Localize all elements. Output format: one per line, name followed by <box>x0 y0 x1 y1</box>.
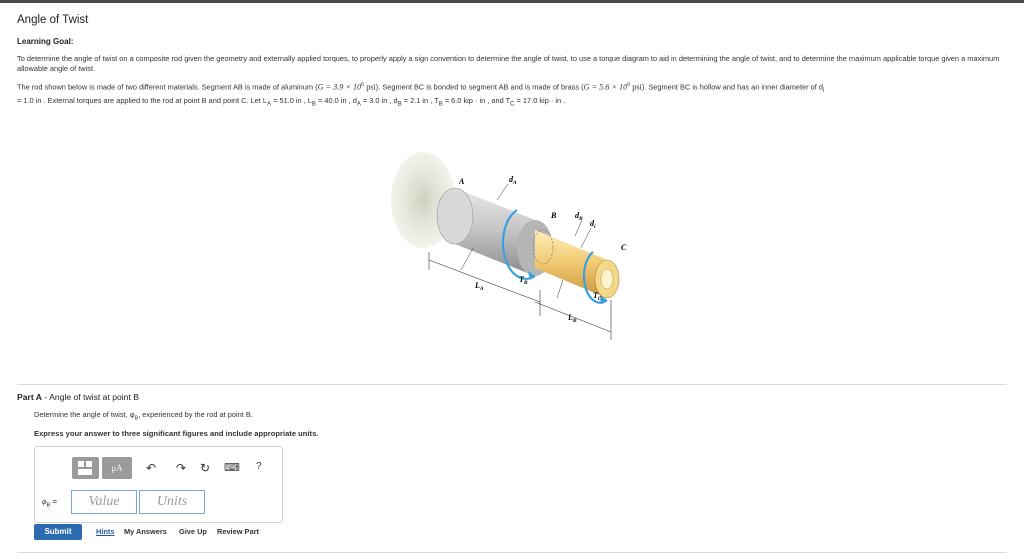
problem-statement: The rod shown below is made of two different materials. Segment AB is made of aluminum ($G = 3.9 \times 10^6$ psi). Segment BC is bonded to segment AB and is made of brass ($G = 5.6 \times 10^6$ psi). Segment BC is hollow and has an inner diameter of $d_i$ = 1.0 in . External torques are applied to the rod at point B and point C. Let $L_A = 51.0$ in , $L_B = 40.0$ in , $d_A = 3.0$ in , $d_B = 2.1$ in , $T_B = 6.0$ kip · in , and $T_C = 17.0$ kip · in . <box>17 82 825 108</box>
label-lb: $L_B$ <box>568 313 577 324</box>
label-db: $d_B$ <box>575 211 583 222</box>
page-title: Angle of Twist <box>17 14 89 26</box>
bottom-divider <box>17 552 1007 553</box>
give-up-link[interactable]: Give Up <box>179 527 207 536</box>
my-answers-link[interactable]: My Answers <box>124 527 167 536</box>
part-a-instruction: Express your answer to three significant figures and include appropriate units. <box>34 429 319 438</box>
top-border <box>0 0 1024 3</box>
redo-icon[interactable]: ↷ <box>176 461 187 475</box>
label-c: C <box>621 243 627 252</box>
submit-button[interactable]: Submit <box>34 524 82 540</box>
section-divider <box>17 384 1007 385</box>
composite-rod-figure <box>385 140 645 340</box>
label-b: B <box>551 211 557 220</box>
help-icon[interactable]: ? <box>256 461 262 472</box>
hints-link[interactable]: Hints <box>96 527 115 536</box>
undo-icon[interactable]: ↶ <box>146 461 157 475</box>
template-button[interactable] <box>72 457 99 479</box>
part-a-question: Determine the angle of twist, $\varphi_B$, experienced by the rod at point B. <box>34 410 253 422</box>
units-button[interactable]: μA <box>102 457 132 479</box>
segment-ab-end <box>437 188 473 244</box>
reset-icon[interactable]: ↻ <box>200 461 211 475</box>
part-a-heading: Part A - Angle of twist at point B <box>17 392 139 402</box>
learning-goal-text: To determine the angle of twist on a composite rod given the geometry and externally applied torques, to properly apply a sign convention to determine the angle of twist, to use a torque diagram to aid in determining the angle of twist, and to determine the maximum applicable torque given a maximum allowable angle of twist. <box>17 54 1000 73</box>
label-di: $d_i$ <box>590 219 596 230</box>
label-a: A <box>459 177 465 186</box>
label-tc: $T_C$ <box>593 291 602 302</box>
label-la: $L_A$ <box>475 281 484 292</box>
value-input[interactable]: Value <box>71 490 137 514</box>
review-part-link[interactable]: Review Part <box>217 527 259 536</box>
learning-goal-label: Learning Goal: <box>17 37 74 46</box>
keyboard-icon[interactable]: ⌨ <box>224 462 240 474</box>
units-input[interactable]: Units <box>139 490 205 514</box>
label-tb: $T_B$ <box>519 275 528 286</box>
label-da: $d_A$ <box>509 175 517 186</box>
phi-b-label: $\varphi_B$ = <box>42 497 58 509</box>
